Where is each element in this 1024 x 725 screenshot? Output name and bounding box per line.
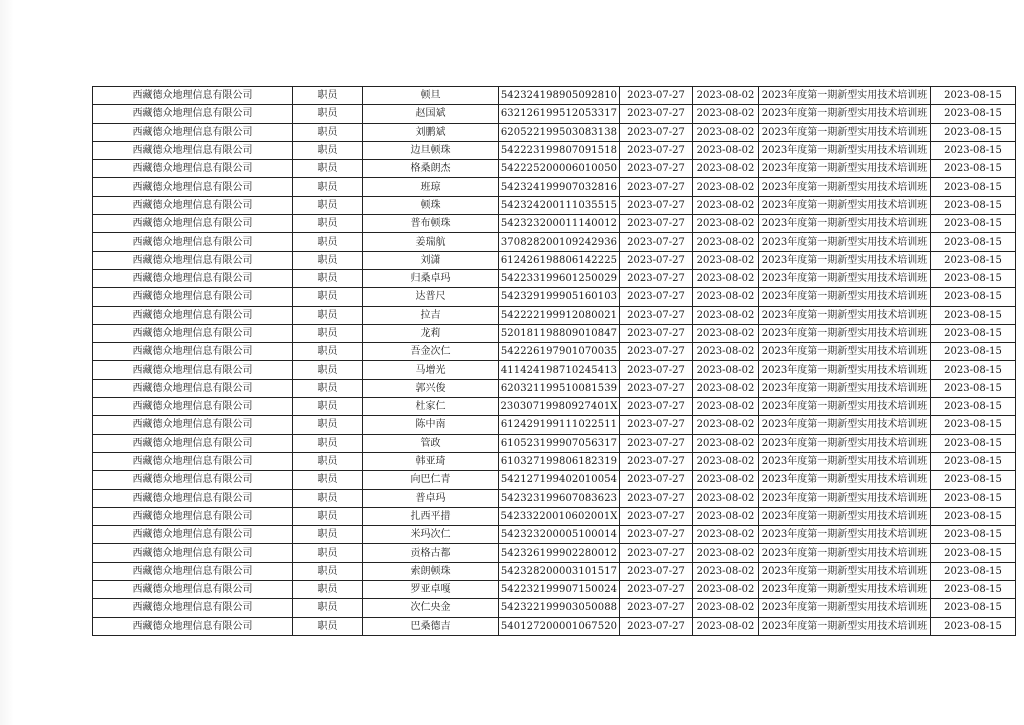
company-cell: 西藏德众地理信息有限公司 — [93, 398, 293, 416]
end-date-cell: 2023-08-02 — [693, 269, 759, 287]
certificate-date-cell: 2023-08-15 — [931, 416, 1016, 434]
company-cell: 西藏德众地理信息有限公司 — [93, 434, 293, 452]
start-date-cell: 2023-07-27 — [620, 581, 693, 599]
certificate-date-cell: 2023-08-15 — [931, 581, 1016, 599]
id-number-cell: 542127199402010054 — [499, 471, 620, 489]
certificate-date-cell: 2023-08-15 — [931, 507, 1016, 525]
course-name-cell: 2023年度第一期新型实用技术培训班 — [759, 141, 931, 159]
start-date-cell: 2023-07-27 — [620, 105, 693, 123]
id-number-cell: 411424198710245413 — [499, 361, 620, 379]
start-date-cell: 2023-07-27 — [620, 416, 693, 434]
course-name-cell: 2023年度第一期新型实用技术培训班 — [759, 306, 931, 324]
certificate-date-cell: 2023-08-15 — [931, 562, 1016, 580]
id-number-cell: 620321199510081539 — [499, 379, 620, 397]
name-cell: 次仁央金 — [363, 599, 499, 617]
table-row — [93, 452, 1016, 470]
id-number-cell: 542324199907032816 — [499, 178, 620, 196]
course-name-cell: 2023年度第一期新型实用技术培训班 — [759, 123, 931, 141]
certificate-date-cell: 2023-08-15 — [931, 434, 1016, 452]
company-cell: 西藏德众地理信息有限公司 — [93, 507, 293, 525]
name-cell: 韩亚琦 — [363, 452, 499, 470]
id-number-cell: 542225200006010050 — [499, 160, 620, 178]
name-cell: 顿旦 — [363, 87, 499, 105]
role-cell: 职员 — [293, 617, 363, 635]
course-name-cell: 2023年度第一期新型实用技术培训班 — [759, 361, 931, 379]
course-name-cell: 2023年度第一期新型实用技术培训班 — [759, 178, 931, 196]
company-cell: 西藏德众地理信息有限公司 — [93, 343, 293, 361]
certificate-date-cell: 2023-08-15 — [931, 105, 1016, 123]
end-date-cell: 2023-08-02 — [693, 379, 759, 397]
id-number-cell: 542223199807091518 — [499, 141, 620, 159]
table-row — [93, 343, 1016, 361]
end-date-cell: 2023-08-02 — [693, 452, 759, 470]
id-number-cell: 542323199607083623 — [499, 489, 620, 507]
end-date-cell: 2023-08-02 — [693, 617, 759, 635]
name-cell: 郭兴俊 — [363, 379, 499, 397]
table-row — [93, 562, 1016, 580]
id-number-cell: 542323200005100014 — [499, 526, 620, 544]
end-date-cell: 2023-08-02 — [693, 123, 759, 141]
role-cell: 职员 — [293, 87, 363, 105]
course-name-cell: 2023年度第一期新型实用技术培训班 — [759, 452, 931, 470]
role-cell: 职员 — [293, 178, 363, 196]
id-number-cell: 612429199111022511 — [499, 416, 620, 434]
id-number-cell: 542328200003101517 — [499, 562, 620, 580]
role-cell: 职员 — [293, 251, 363, 269]
end-date-cell: 2023-08-02 — [693, 398, 759, 416]
name-cell: 边旦顿珠 — [363, 141, 499, 159]
start-date-cell: 2023-07-27 — [620, 251, 693, 269]
start-date-cell: 2023-07-27 — [620, 343, 693, 361]
course-name-cell: 2023年度第一期新型实用技术培训班 — [759, 215, 931, 233]
company-cell: 西藏德众地理信息有限公司 — [93, 233, 293, 251]
end-date-cell: 2023-08-02 — [693, 288, 759, 306]
id-number-cell: 542326199902280012 — [499, 544, 620, 562]
name-cell: 吾金次仁 — [363, 343, 499, 361]
certificate-date-cell: 2023-08-15 — [931, 617, 1016, 635]
course-name-cell: 2023年度第一期新型实用技术培训班 — [759, 398, 931, 416]
role-cell: 职员 — [293, 288, 363, 306]
role-cell: 职员 — [293, 489, 363, 507]
course-name-cell: 2023年度第一期新型实用技术培训班 — [759, 489, 931, 507]
table-row — [93, 581, 1016, 599]
course-name-cell: 2023年度第一期新型实用技术培训班 — [759, 324, 931, 342]
table-row — [93, 215, 1016, 233]
end-date-cell: 2023-08-02 — [693, 215, 759, 233]
company-cell: 西藏德众地理信息有限公司 — [93, 452, 293, 470]
company-cell: 西藏德众地理信息有限公司 — [93, 581, 293, 599]
id-number-cell: 610523199907056317 — [499, 434, 620, 452]
role-cell: 职员 — [293, 526, 363, 544]
start-date-cell: 2023-07-27 — [620, 617, 693, 635]
name-cell: 米玛次仁 — [363, 526, 499, 544]
id-number-cell: 612426198806142225 — [499, 251, 620, 269]
course-name-cell: 2023年度第一期新型实用技术培训班 — [759, 544, 931, 562]
role-cell: 职员 — [293, 123, 363, 141]
end-date-cell: 2023-08-02 — [693, 361, 759, 379]
name-cell: 杜家仁 — [363, 398, 499, 416]
role-cell: 职员 — [293, 379, 363, 397]
certificate-date-cell: 2023-08-15 — [931, 160, 1016, 178]
name-cell: 拉吉 — [363, 306, 499, 324]
start-date-cell: 2023-07-27 — [620, 87, 693, 105]
name-cell: 刘鹏斌 — [363, 123, 499, 141]
certificate-date-cell: 2023-08-15 — [931, 306, 1016, 324]
course-name-cell: 2023年度第一期新型实用技术培训班 — [759, 434, 931, 452]
table-row — [93, 288, 1016, 306]
course-name-cell: 2023年度第一期新型实用技术培训班 — [759, 471, 931, 489]
company-cell: 西藏德众地理信息有限公司 — [93, 562, 293, 580]
certificate-date-cell: 2023-08-15 — [931, 233, 1016, 251]
id-number-cell: 542324198905092810 — [499, 87, 620, 105]
start-date-cell: 2023-07-27 — [620, 599, 693, 617]
certificate-date-cell: 2023-08-15 — [931, 544, 1016, 562]
start-date-cell: 2023-07-27 — [620, 288, 693, 306]
company-cell: 西藏德众地理信息有限公司 — [93, 324, 293, 342]
course-name-cell: 2023年度第一期新型实用技术培训班 — [759, 105, 931, 123]
table-row — [93, 507, 1016, 525]
certificate-date-cell: 2023-08-15 — [931, 398, 1016, 416]
id-number-cell: 542226197901070035 — [499, 343, 620, 361]
name-cell: 马增光 — [363, 361, 499, 379]
table-row — [93, 489, 1016, 507]
id-number-cell: 542329199905160103 — [499, 288, 620, 306]
end-date-cell: 2023-08-02 — [693, 251, 759, 269]
id-number-cell: 23030719980927401X — [499, 398, 620, 416]
end-date-cell: 2023-08-02 — [693, 178, 759, 196]
course-name-cell: 2023年度第一期新型实用技术培训班 — [759, 617, 931, 635]
table-row — [93, 526, 1016, 544]
start-date-cell: 2023-07-27 — [620, 178, 693, 196]
id-number-cell: 542324200111035515 — [499, 196, 620, 214]
name-cell: 罗亚卓嘎 — [363, 581, 499, 599]
name-cell: 陈中南 — [363, 416, 499, 434]
course-name-cell: 2023年度第一期新型实用技术培训班 — [759, 599, 931, 617]
table-row — [93, 233, 1016, 251]
course-name-cell: 2023年度第一期新型实用技术培训班 — [759, 160, 931, 178]
company-cell: 西藏德众地理信息有限公司 — [93, 526, 293, 544]
role-cell: 职员 — [293, 105, 363, 123]
certificate-date-cell: 2023-08-15 — [931, 452, 1016, 470]
name-cell: 班琼 — [363, 178, 499, 196]
company-cell: 西藏德众地理信息有限公司 — [93, 288, 293, 306]
end-date-cell: 2023-08-02 — [693, 526, 759, 544]
start-date-cell: 2023-07-27 — [620, 379, 693, 397]
course-name-cell: 2023年度第一期新型实用技术培训班 — [759, 562, 931, 580]
end-date-cell: 2023-08-02 — [693, 343, 759, 361]
table-row — [93, 251, 1016, 269]
table-row — [93, 306, 1016, 324]
end-date-cell: 2023-08-02 — [693, 141, 759, 159]
start-date-cell: 2023-07-27 — [620, 507, 693, 525]
table-row — [93, 379, 1016, 397]
table-row — [93, 617, 1016, 635]
name-cell: 向巴仁青 — [363, 471, 499, 489]
end-date-cell: 2023-08-02 — [693, 306, 759, 324]
company-cell: 西藏德众地理信息有限公司 — [93, 379, 293, 397]
table-row — [93, 471, 1016, 489]
name-cell: 达普尺 — [363, 288, 499, 306]
course-name-cell: 2023年度第一期新型实用技术培训班 — [759, 343, 931, 361]
start-date-cell: 2023-07-27 — [620, 196, 693, 214]
certificate-date-cell: 2023-08-15 — [931, 361, 1016, 379]
name-cell: 格桑朗杰 — [363, 160, 499, 178]
role-cell: 职员 — [293, 416, 363, 434]
certificate-date-cell: 2023-08-15 — [931, 251, 1016, 269]
role-cell: 职员 — [293, 544, 363, 562]
table-row — [93, 105, 1016, 123]
end-date-cell: 2023-08-02 — [693, 581, 759, 599]
table-row — [93, 196, 1016, 214]
id-number-cell: 610327199806182319 — [499, 452, 620, 470]
end-date-cell: 2023-08-02 — [693, 105, 759, 123]
role-cell: 职员 — [293, 581, 363, 599]
start-date-cell: 2023-07-27 — [620, 544, 693, 562]
role-cell: 职员 — [293, 196, 363, 214]
start-date-cell: 2023-07-27 — [620, 526, 693, 544]
roster-body — [93, 87, 1016, 636]
certificate-date-cell: 2023-08-15 — [931, 123, 1016, 141]
table-row — [93, 269, 1016, 287]
company-cell: 西藏德众地理信息有限公司 — [93, 160, 293, 178]
name-cell: 姜瑞航 — [363, 233, 499, 251]
table-row — [93, 361, 1016, 379]
table-row — [93, 599, 1016, 617]
role-cell: 职员 — [293, 398, 363, 416]
table-row — [93, 544, 1016, 562]
certificate-date-cell: 2023-08-15 — [931, 489, 1016, 507]
start-date-cell: 2023-07-27 — [620, 434, 693, 452]
role-cell: 职员 — [293, 306, 363, 324]
name-cell: 扎西平措 — [363, 507, 499, 525]
id-number-cell: 620522199503083138 — [499, 123, 620, 141]
role-cell: 职员 — [293, 452, 363, 470]
id-number-cell: 542222199912080021 — [499, 306, 620, 324]
course-name-cell: 2023年度第一期新型实用技术培训班 — [759, 233, 931, 251]
role-cell: 职员 — [293, 233, 363, 251]
name-cell: 索朗顿珠 — [363, 562, 499, 580]
end-date-cell: 2023-08-02 — [693, 196, 759, 214]
company-cell: 西藏德众地理信息有限公司 — [93, 123, 293, 141]
table-row — [93, 398, 1016, 416]
certificate-date-cell: 2023-08-15 — [931, 379, 1016, 397]
id-number-cell: 542323200011140012 — [499, 215, 620, 233]
id-number-cell: 54233220010602001X — [499, 507, 620, 525]
name-cell: 管政 — [363, 434, 499, 452]
role-cell: 职员 — [293, 160, 363, 178]
end-date-cell: 2023-08-02 — [693, 562, 759, 580]
end-date-cell: 2023-08-02 — [693, 434, 759, 452]
start-date-cell: 2023-07-27 — [620, 361, 693, 379]
course-name-cell: 2023年度第一期新型实用技术培训班 — [759, 507, 931, 525]
certificate-date-cell: 2023-08-15 — [931, 215, 1016, 233]
certificate-date-cell: 2023-08-15 — [931, 288, 1016, 306]
role-cell: 职员 — [293, 599, 363, 617]
start-date-cell: 2023-07-27 — [620, 324, 693, 342]
company-cell: 西藏德众地理信息有限公司 — [93, 361, 293, 379]
role-cell: 职员 — [293, 215, 363, 233]
course-name-cell: 2023年度第一期新型实用技术培训班 — [759, 269, 931, 287]
certificate-date-cell: 2023-08-15 — [931, 87, 1016, 105]
name-cell: 普卓玛 — [363, 489, 499, 507]
company-cell: 西藏德众地理信息有限公司 — [93, 617, 293, 635]
table-row — [93, 416, 1016, 434]
scan-shadow — [0, 0, 14, 725]
certificate-date-cell: 2023-08-15 — [931, 343, 1016, 361]
company-cell: 西藏德众地理信息有限公司 — [93, 215, 293, 233]
id-number-cell: 370828200109242936 — [499, 233, 620, 251]
start-date-cell: 2023-07-27 — [620, 562, 693, 580]
role-cell: 职员 — [293, 141, 363, 159]
end-date-cell: 2023-08-02 — [693, 160, 759, 178]
start-date-cell: 2023-07-27 — [620, 306, 693, 324]
table-row — [93, 87, 1016, 105]
id-number-cell: 542322199903050088 — [499, 599, 620, 617]
company-cell: 西藏德众地理信息有限公司 — [93, 251, 293, 269]
course-name-cell: 2023年度第一期新型实用技术培训班 — [759, 87, 931, 105]
table-row — [93, 178, 1016, 196]
table-row — [93, 434, 1016, 452]
certificate-date-cell: 2023-08-15 — [931, 599, 1016, 617]
certificate-date-cell: 2023-08-15 — [931, 196, 1016, 214]
id-number-cell: 632126199512053317 — [499, 105, 620, 123]
start-date-cell: 2023-07-27 — [620, 123, 693, 141]
role-cell: 职员 — [293, 343, 363, 361]
end-date-cell: 2023-08-02 — [693, 489, 759, 507]
end-date-cell: 2023-08-02 — [693, 599, 759, 617]
course-name-cell: 2023年度第一期新型实用技术培训班 — [759, 251, 931, 269]
id-number-cell: 542232199907150024 — [499, 581, 620, 599]
start-date-cell: 2023-07-27 — [620, 269, 693, 287]
name-cell: 刘潇 — [363, 251, 499, 269]
end-date-cell: 2023-08-02 — [693, 233, 759, 251]
role-cell: 职员 — [293, 507, 363, 525]
start-date-cell: 2023-07-27 — [620, 141, 693, 159]
company-cell: 西藏德众地理信息有限公司 — [93, 471, 293, 489]
id-number-cell: 542233199601250029 — [499, 269, 620, 287]
certificate-date-cell: 2023-08-15 — [931, 141, 1016, 159]
table-row — [93, 141, 1016, 159]
table-row — [93, 123, 1016, 141]
name-cell: 归桑卓玛 — [363, 269, 499, 287]
role-cell: 职员 — [293, 361, 363, 379]
name-cell: 赵国斌 — [363, 105, 499, 123]
role-cell: 职员 — [293, 269, 363, 287]
role-cell: 职员 — [293, 324, 363, 342]
course-name-cell: 2023年度第一期新型实用技术培训班 — [759, 379, 931, 397]
name-cell: 龙莉 — [363, 324, 499, 342]
end-date-cell: 2023-08-02 — [693, 87, 759, 105]
certificate-date-cell: 2023-08-15 — [931, 526, 1016, 544]
company-cell: 西藏德众地理信息有限公司 — [93, 178, 293, 196]
company-cell: 西藏德众地理信息有限公司 — [93, 141, 293, 159]
company-cell: 西藏德众地理信息有限公司 — [93, 599, 293, 617]
company-cell: 西藏德众地理信息有限公司 — [93, 87, 293, 105]
role-cell: 职员 — [293, 471, 363, 489]
name-cell: 贡格古都 — [363, 544, 499, 562]
end-date-cell: 2023-08-02 — [693, 507, 759, 525]
company-cell: 西藏德众地理信息有限公司 — [93, 306, 293, 324]
course-name-cell: 2023年度第一期新型实用技术培训班 — [759, 581, 931, 599]
end-date-cell: 2023-08-02 — [693, 324, 759, 342]
company-cell: 西藏德众地理信息有限公司 — [93, 544, 293, 562]
company-cell: 西藏德众地理信息有限公司 — [93, 105, 293, 123]
company-cell: 西藏德众地理信息有限公司 — [93, 269, 293, 287]
certificate-date-cell: 2023-08-15 — [931, 269, 1016, 287]
id-number-cell: 540127200001067520 — [499, 617, 620, 635]
id-number-cell: 520181198809010847 — [499, 324, 620, 342]
start-date-cell: 2023-07-27 — [620, 160, 693, 178]
company-cell: 西藏德众地理信息有限公司 — [93, 489, 293, 507]
course-name-cell: 2023年度第一期新型实用技术培训班 — [759, 526, 931, 544]
end-date-cell: 2023-08-02 — [693, 471, 759, 489]
company-cell: 西藏德众地理信息有限公司 — [93, 196, 293, 214]
start-date-cell: 2023-07-27 — [620, 471, 693, 489]
course-name-cell: 2023年度第一期新型实用技术培训班 — [759, 196, 931, 214]
course-name-cell: 2023年度第一期新型实用技术培训班 — [759, 416, 931, 434]
end-date-cell: 2023-08-02 — [693, 416, 759, 434]
start-date-cell: 2023-07-27 — [620, 452, 693, 470]
start-date-cell: 2023-07-27 — [620, 489, 693, 507]
role-cell: 职员 — [293, 434, 363, 452]
company-cell: 西藏德众地理信息有限公司 — [93, 416, 293, 434]
start-date-cell: 2023-07-27 — [620, 233, 693, 251]
start-date-cell: 2023-07-27 — [620, 215, 693, 233]
certificate-date-cell: 2023-08-15 — [931, 324, 1016, 342]
table-row — [93, 324, 1016, 342]
trainee-roster-table — [92, 86, 1016, 636]
name-cell: 巴桑德吉 — [363, 617, 499, 635]
name-cell: 普布顿珠 — [363, 215, 499, 233]
table-row — [93, 160, 1016, 178]
course-name-cell: 2023年度第一期新型实用技术培训班 — [759, 288, 931, 306]
certificate-date-cell: 2023-08-15 — [931, 471, 1016, 489]
end-date-cell: 2023-08-02 — [693, 544, 759, 562]
certificate-date-cell: 2023-08-15 — [931, 178, 1016, 196]
start-date-cell: 2023-07-27 — [620, 398, 693, 416]
role-cell: 职员 — [293, 562, 363, 580]
name-cell: 顿珠 — [363, 196, 499, 214]
